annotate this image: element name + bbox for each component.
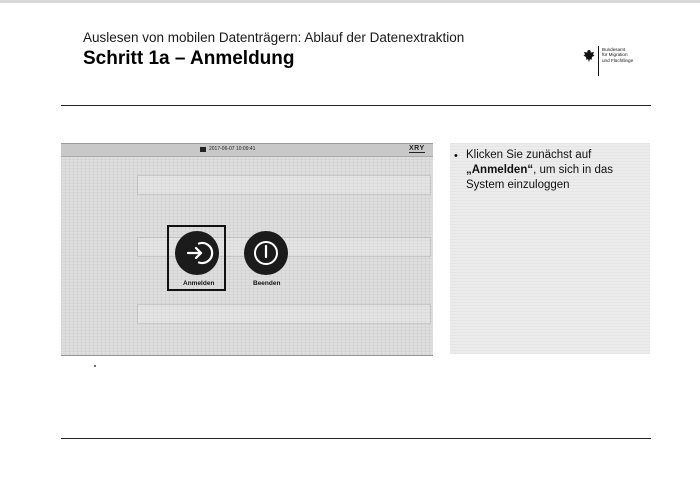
- logo-divider: [598, 46, 599, 76]
- slide-title: Schritt 1a – Anmeldung: [83, 48, 295, 69]
- instruction-bold: „Anmelden“: [466, 164, 534, 176]
- app-statusbar: [61, 144, 433, 157]
- statusbar-datetime: 2017-06-07 10:09:41: [209, 146, 256, 152]
- federal-eagle-icon: [583, 49, 595, 63]
- logo-line: und Flüchtlinge: [602, 57, 634, 63]
- scan-speck: [94, 365, 96, 367]
- quit-button[interactable]: [244, 231, 288, 275]
- xry-app-screenshot: [61, 143, 433, 356]
- footer-divider: [61, 438, 651, 439]
- logo-line: für Migration: [602, 52, 628, 58]
- instruction-text: [466, 148, 646, 193]
- logo-line: Bundesamt: [602, 47, 626, 52]
- header-divider: [61, 105, 651, 106]
- instruction-post: , um sich in das System einzuloggen: [466, 164, 613, 191]
- calendar-icon: [200, 147, 206, 152]
- faded-menu-row: [137, 304, 431, 324]
- login-button[interactable]: [175, 231, 219, 275]
- instruction-panel: [450, 143, 650, 354]
- bamf-logo: [583, 46, 663, 76]
- instruction-pre: Klicken Sie zunächst auf: [466, 149, 592, 161]
- quit-button-label[interactable]: Beenden: [253, 280, 281, 287]
- slide-subtitle: Auslesen von mobilen Datenträgern: Ablauf der Datenextraktion: [83, 30, 465, 45]
- bullet-icon: •: [454, 150, 458, 162]
- scan-edge: [0, 0, 700, 3]
- power-icon: [244, 231, 288, 275]
- faded-menu-row: [137, 175, 431, 195]
- login-arrow-icon: [175, 231, 219, 275]
- logo-text: [602, 47, 633, 63]
- login-button-label[interactable]: Anmelden: [183, 280, 215, 287]
- xry-brand: XRY: [409, 145, 425, 152]
